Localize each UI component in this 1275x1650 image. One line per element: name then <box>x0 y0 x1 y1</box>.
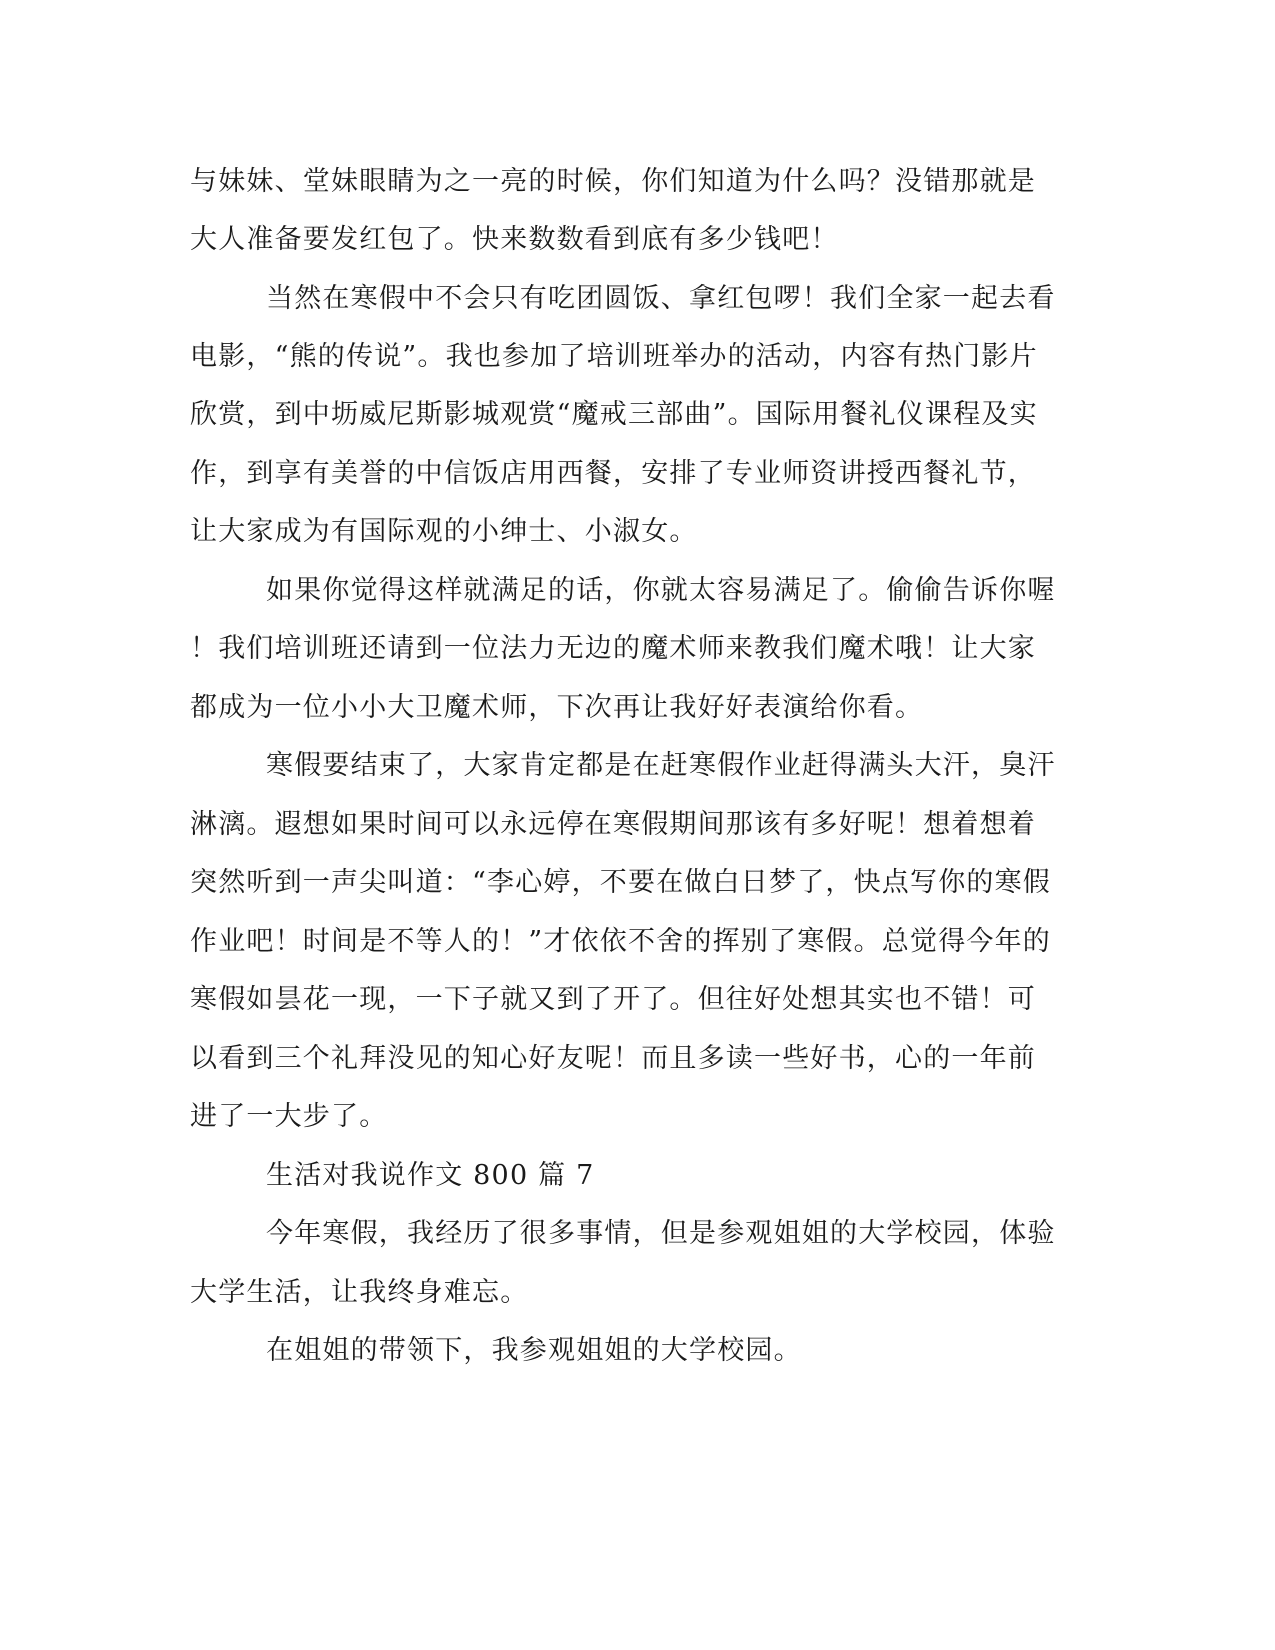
text-line: 淋漓。遐想如果时间可以永远停在寒假期间那该有多好呢！想着想着 <box>190 809 1036 840</box>
text-line: 与妹妹、堂妹眼睛为之一亮的时候，你们知道为什么吗？没错那就是 <box>190 166 1036 197</box>
text-line: 大学生活，让我终身难忘。 <box>190 1277 529 1308</box>
text-line: 寒假如昙花一现，一下子就又到了开了。但往好处想其实也不错！可 <box>190 984 1036 1015</box>
text-line: 作业吧！时间是不等人的！”才依依不舍的挥别了寒假。总觉得今年的 <box>190 926 1052 957</box>
text-line: 进了一大步了。 <box>190 1101 388 1132</box>
paragraph-start-line: 在姐姐的带领下，我参观姐姐的大学校园。 <box>266 1335 802 1366</box>
text-line: 欣赏，到中坜威尼斯影城观赏“魔戒三部曲”。国际用餐礼仪课程及实 <box>190 399 1038 430</box>
paragraph-start-line: 寒假要结束了，大家肯定都是在赶寒假作业赶得满头大汗，臭汗 <box>266 750 1056 781</box>
section-heading: 生活对我说作文 800 篇 7 <box>266 1160 595 1191</box>
text-line: 让大家成为有国际观的小绅士、小淑女。 <box>190 516 698 547</box>
text-line: 大人准备要发红包了。快来数数看到底有多少钱吧！ <box>190 224 839 255</box>
text-line: ！我们培训班还请到一位法力无边的魔术师来教我们魔术哦！让大家 <box>190 633 1036 664</box>
text-line: 突然听到一声尖叫道：“李心婷，不要在做白日梦了，快点写你的寒假 <box>190 867 1052 898</box>
text-line: 电影，“熊的传说”。我也参加了培训班举办的活动，内容有热门影片 <box>190 341 1038 372</box>
paragraph-start-line: 当然在寒假中不会只有吃团圆饭、拿红包啰！我们全家一起去看 <box>266 283 1056 314</box>
text-line: 作，到享有美誉的中信饭店用西餐，安排了专业师资讲授西餐礼节， <box>190 458 1036 489</box>
paragraph-start-line: 今年寒假，我经历了很多事情，但是参观姐姐的大学校园，体验 <box>266 1218 1056 1249</box>
text-line: 以看到三个礼拜没见的知心好友呢！而且多读一些好书，心的一年前 <box>190 1043 1036 1074</box>
paragraph-start-line: 如果你觉得这样就满足的话，你就太容易满足了。偷偷告诉你喔 <box>266 575 1056 606</box>
text-line: 都成为一位小小大卫魔术师，下次再让我好好表演给你看。 <box>190 692 924 723</box>
